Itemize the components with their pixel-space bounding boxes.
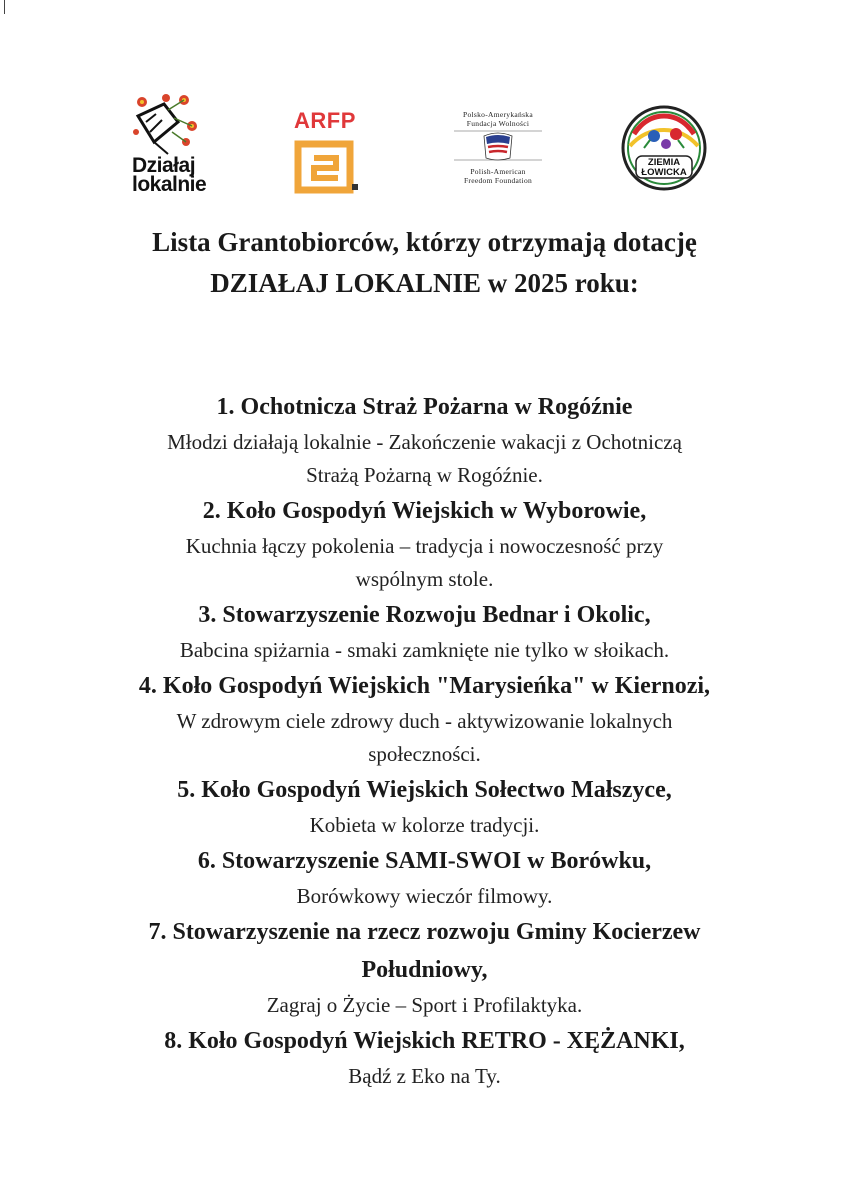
grantee-org-name: 7. Stowarzyszenie na rzecz rozwoju Gminy Kocierzew <box>148 919 701 945</box>
grantee-entry-8 <box>0 1022 849 1093</box>
project-title-line: Borówkowy wieczór filmowy. <box>296 884 553 908</box>
scan-edge-mark <box>4 0 5 14</box>
project-title-line: społeczności. <box>368 742 481 766</box>
project-title-line: Kuchnia łączy pokolenia – tradycja i nowoczesność przy <box>185 534 664 558</box>
grantee-org-name: 4. Koło Gospodyń Wiejskich "Marysieńka" w Kiernozi, <box>138 673 711 699</box>
grantee-org-name-continued: Południowy, <box>361 957 488 983</box>
grantee-entry-2 <box>0 492 849 596</box>
project-title-line: Kobieta w kolorze tradycji. <box>309 813 540 837</box>
grantee-org-name: 6. Stowarzyszenie SAMI-SWOI w Borówku, <box>197 848 652 874</box>
flower-bouquet-icon <box>128 92 208 156</box>
grantee-entry-3 <box>0 596 849 667</box>
project-title-line: Młodzi działają lokalnie - Zakończenie wakacji z Ochotniczą <box>167 430 682 454</box>
pafw-logo <box>448 110 548 190</box>
grantee-org-name: 1. Ochotnicza Straż Pożarna w Rogóźnie <box>216 394 633 420</box>
arfp-wordmark: ARFP <box>294 108 356 133</box>
dzialaj-lokalnie-line2: lokalnie <box>132 173 207 196</box>
pafw-pl-line1: Polsko-Amerykańska <box>463 110 533 119</box>
project-title-line: Babcina spiżarnia - smaki zamknięte nie tylko w słoikach. <box>179 638 670 662</box>
grantee-org-name: 2. Koło Gospodyń Wiejskich w Wyborowie, <box>202 498 647 524</box>
grantee-entry-1 <box>0 388 849 492</box>
arfp-mark-icon <box>294 140 358 194</box>
grantee-entry-7 <box>0 913 849 1022</box>
project-title-line: Bądź z Eko na Ty. <box>348 1064 501 1088</box>
ziemia-lowicka-line2: ŁOWICKA <box>641 167 687 178</box>
pafw-pl-line2: Fundacja Wolności <box>466 119 530 128</box>
arfp-logo <box>292 108 372 194</box>
grantee-org-name: 8. Koło Gospodyń Wiejskich RETRO - XĘŻANKI, <box>164 1028 685 1054</box>
ziemia-lowicka-emblem-icon <box>620 104 708 192</box>
project-title-line: W zdrowym ciele zdrowy duch - aktywizowanie lokalnych <box>176 709 673 733</box>
page-title-line1: Lista Grantobiorców, którzy otrzymają dotację <box>152 227 697 257</box>
grantee-list <box>0 388 849 1093</box>
pafw-en-line1: Polish-American <box>470 167 526 176</box>
project-title-line: Strażą Pożarną w Rogóźnie. <box>306 463 543 487</box>
dzialaj-lokalnie-wordmark <box>132 156 206 194</box>
ziemia-lowicka-logo <box>620 104 708 192</box>
dzialaj-lokalnie-logo <box>128 92 208 200</box>
grantee-entry-4 <box>0 667 849 771</box>
project-title-line: wspólnym stole. <box>355 567 494 591</box>
page-title-line2: DZIAŁAJ LOKALNIE w 2025 roku: <box>210 268 639 298</box>
pafw-emblem-icon <box>448 128 548 162</box>
grantee-entry-5 <box>0 771 849 842</box>
dzialaj-lokalnie-line1: Działaj <box>132 154 196 177</box>
ziemia-lowicka-line1: ZIEMIA <box>647 157 681 168</box>
project-title-line: Zagraj o Życie – Sport i Profilaktyka. <box>266 993 583 1017</box>
grantee-org-name: 5. Koło Gospodyń Wiejskich Sołectwo Małszyce, <box>177 777 672 803</box>
pafw-en-line2: Freedom Foundation <box>463 176 533 185</box>
grantee-org-name: 3. Stowarzyszenie Rozwoju Bednar i Okolic, <box>198 602 651 628</box>
ziemia-lowicka-wordmark <box>636 158 692 178</box>
grantee-entry-6 <box>0 842 849 913</box>
